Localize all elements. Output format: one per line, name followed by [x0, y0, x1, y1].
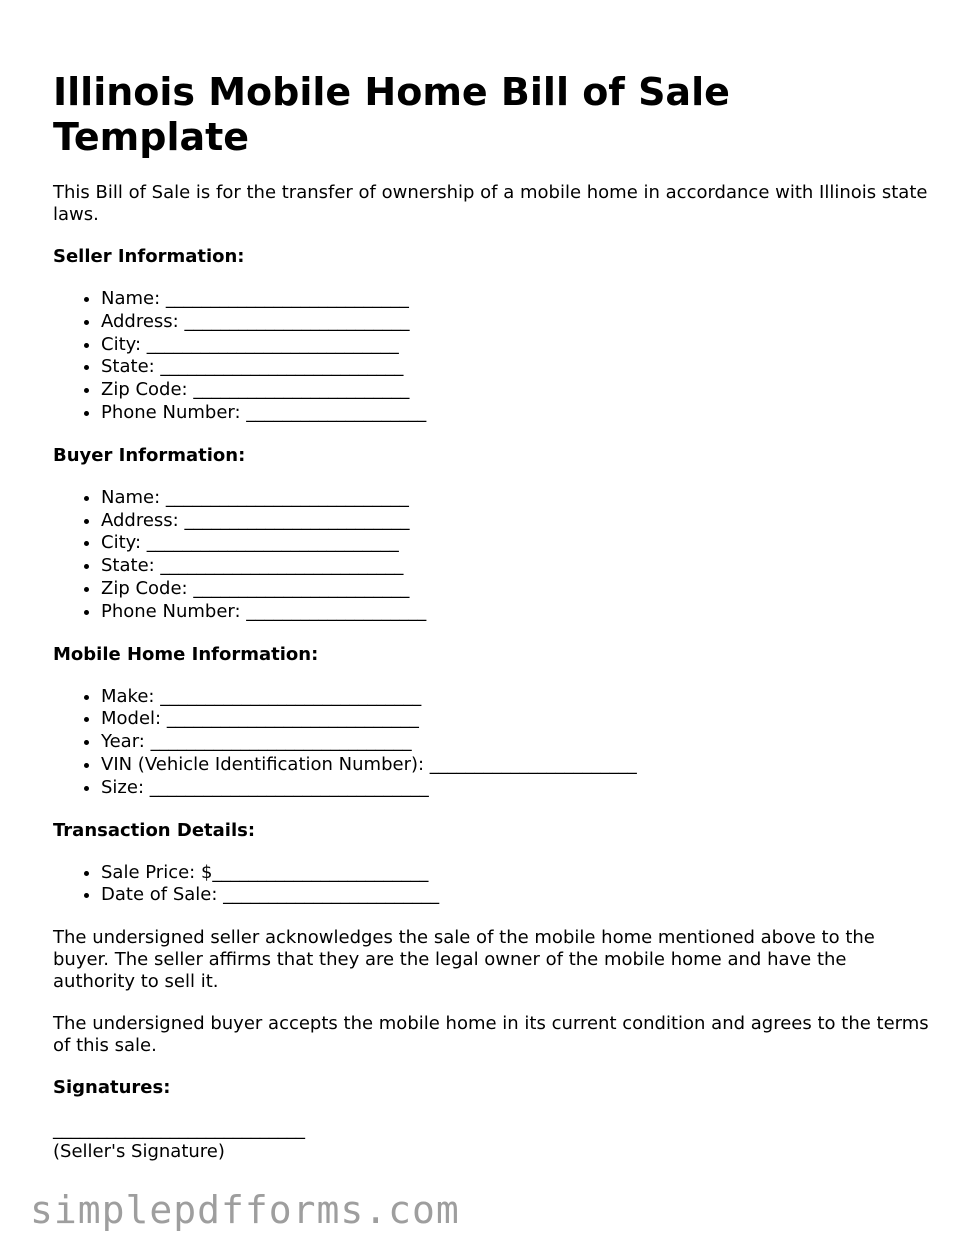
buyer-address-field: • Address: _________________________ [101, 510, 933, 533]
home-model-field: • Model: ____________________________ [101, 708, 933, 731]
transaction-field-list [53, 862, 933, 908]
sale-date-field: • Date of Sale: ________________________ [101, 884, 933, 907]
seller-zip-field: • Zip Code: ________________________ [101, 379, 933, 402]
seller-state-field: • State: ___________________________ [101, 356, 933, 379]
document-page [53, 70, 933, 1163]
seller-name-field: • Name: ___________________________ [101, 288, 933, 311]
buyer-acknowledgement: The undersigned buyer accepts the mobile home in its current condition and agrees to the terms of this sale. [53, 1013, 929, 1057]
sale-price-field: • Sale Price: $________________________ [101, 862, 933, 885]
buyer-city-field: • City: ____________________________ [101, 532, 933, 555]
home-vin-field: • VIN (Vehicle Identification Number): _______________________ [101, 754, 933, 777]
seller-heading: Seller Information: [53, 246, 245, 267]
seller-address-field: • Address: _________________________ [101, 311, 933, 334]
home-heading: Mobile Home Information: [53, 643, 319, 665]
home-make-field: • Make: _____________________________ [101, 686, 933, 709]
buyer-heading: Buyer Information: [53, 444, 246, 466]
seller-signature-caption: (Seller's Signature) [53, 1141, 225, 1163]
seller-city-field: • City: ____________________________ [101, 334, 933, 357]
seller-signature-block [53, 1119, 933, 1163]
buyer-field-list [53, 487, 933, 624]
buyer-phone-field: • Phone Number: ____________________ [101, 601, 933, 624]
seller-field-list [53, 288, 933, 425]
signatures-heading: Signatures: [53, 1077, 171, 1099]
home-year-field: • Year: _____________________________ [101, 731, 933, 754]
seller-phone-field: • Phone Number: ____________________ [101, 402, 933, 425]
document-title: Illinois Mobile Home Bill of Sale Template [53, 70, 730, 159]
buyer-zip-field: • Zip Code: ________________________ [101, 578, 933, 601]
buyer-state-field: • State: ___________________________ [101, 555, 933, 578]
transaction-heading: Transaction Details: [53, 819, 256, 841]
seller-acknowledgement: The undersigned seller acknowledges the sale of the mobile home mentioned above to the buyer. The seller affirms that they are the legal owner of the mobile home and have the authority to sell it. [53, 927, 875, 993]
home-field-list [53, 686, 933, 800]
seller-signature-line: ____________________________ [53, 1119, 305, 1141]
watermark: simplepdfforms.com [30, 1188, 460, 1232]
home-size-field: • Size: _______________________________ [101, 777, 933, 800]
buyer-name-field: • Name: ___________________________ [101, 487, 933, 510]
intro-paragraph: This Bill of Sale is for the transfer of ownership of a mobile home in accordance with Illinois state laws. [53, 182, 928, 225]
